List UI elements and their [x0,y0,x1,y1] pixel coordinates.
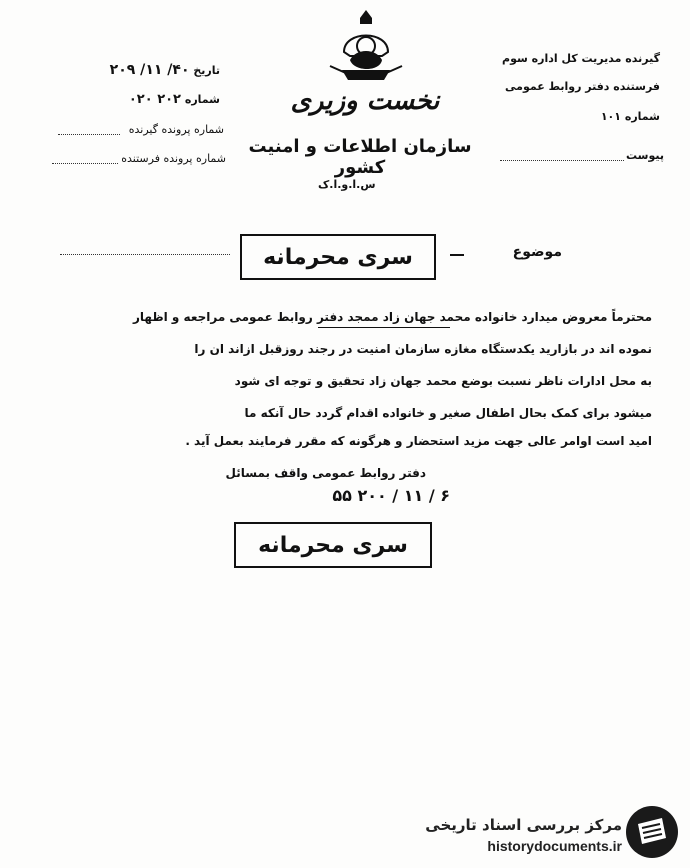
body-line-5: امید است اوامر عالی جهت مزید استحضار و هرگونه که مقرر فرمایند بعمل آید . [185,434,652,448]
ministry-title: نخست وزیری [290,86,440,116]
archive-logo-icon [622,804,682,860]
attachment-label: پیوست [626,149,664,162]
sender-number-value: ۱۰۱ [600,110,621,123]
date-field [60,62,220,78]
archive-brand-name: مرکز بررسی اسناد تاریخی [425,816,622,834]
organization-title: سازمان اطلاعات و امنیت کشور [248,136,472,178]
sender-file-number-label: شماره پرونده فرستنده [121,152,226,165]
sender-number-label: شماره [624,110,660,123]
body-line-3: به محل ادارات ناظر نسبت بوضع محمد جهان زاد تحقیق و توجه ای شود [234,374,652,388]
date-value: ۴۰/ ۱۱/ ۲۰۹ [109,62,190,78]
sender-field [496,80,660,93]
document-code: س.ا.و.ا.ک [318,178,376,191]
number-label: شماره [184,93,220,106]
classification-stamp-top: سری محرمانه [240,234,436,280]
royal-crest-icon [320,8,412,86]
subject-label: موضوع [512,244,562,260]
recipient-label: گیرنده [625,52,660,65]
number-value: ۲۰۲ ۰۲۰ [128,92,181,107]
body-line-2: نموده اند در بازارید یکدستگاه مغازه سازمان امنیت در رجند روزقبل ازاند ان را [194,342,652,356]
classification-stamp-bottom: سری محرمانه [234,522,432,568]
signature-line-2: ۶ / ۱۱ / ۲۰۰ ۵۵ [332,486,450,505]
sender-value: دفتر روابط عمومی [505,80,610,93]
sender-label: فرستنده [613,80,660,93]
recipient-value: مدیریت کل اداره سوم [502,52,622,65]
sender-number-field [520,110,660,123]
date-label: تاریخ [193,64,220,77]
number-field [80,92,220,107]
body-line-1: محترماً معروض میدارد خانواده محمد جهان زاد ممجد دفتر روابط عمومی مراجعه و اظهار [132,310,652,324]
recipient-field [496,52,660,65]
archive-url: historydocuments.ir [487,838,622,854]
recipient-file-number-label: شماره پرونده گیرنده [128,123,224,136]
body-line-4: میشود برای کمک بحال اطفال صغیر و خانواده اقدام گردد حال آنکه ما [244,406,652,420]
signature-line-1: دفتر روابط عمومی واقف بمسائل [225,466,426,480]
